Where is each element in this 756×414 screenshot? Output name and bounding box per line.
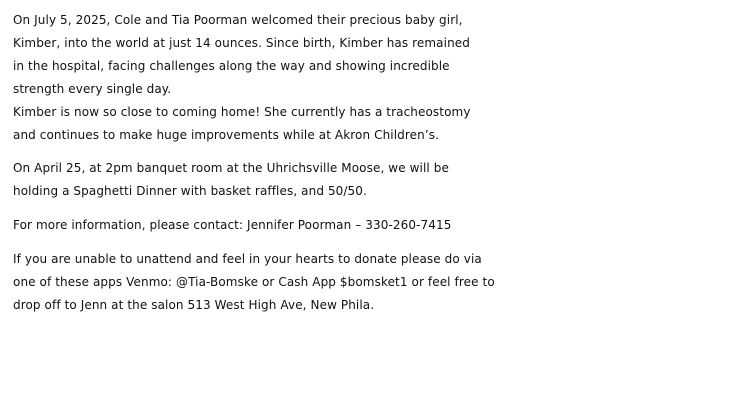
text-line: one of these apps Venmo: @Tia-Bomske or Cash App $bomsket1 or feel free to <box>13 275 495 289</box>
paragraph-announcement <box>13 9 753 101</box>
paragraph-event <box>13 157 753 203</box>
text-line: Kimber, into the world at just 14 ounces. Since birth, Kimber has remained <box>13 36 470 50</box>
text-line: drop off to Jenn at the salon 513 West High Ave, New Phila. <box>13 298 375 312</box>
text-line: in the hospital, facing challenges along the way and showing incredible <box>13 59 450 73</box>
text-line: holding a Spaghetti Dinner with basket raffles, and 50/50. <box>13 184 367 198</box>
document-body <box>13 0 753 317</box>
text-line: and continues to make huge improvements while at Akron Children’s. <box>13 128 440 142</box>
text-line: If you are unable to unattend and feel in your hearts to donate please do via <box>13 252 482 266</box>
text-line: On July 5, 2025, Cole and Tia Poorman welcomed their precious baby girl, <box>13 13 463 27</box>
paragraph-contact <box>13 214 753 237</box>
paragraph-update <box>13 101 753 147</box>
text-line: On April 25, at 2pm banquet room at the Uhrichsville Moose, we will be <box>13 161 449 175</box>
text-line: strength every single day. <box>13 82 172 96</box>
text-line: For more information, please contact: Jennifer Poorman – 330-260-7415 <box>13 218 452 232</box>
paragraph-donate <box>13 248 753 317</box>
text-line: Kimber is now so close to coming home! She currently has a tracheostomy <box>13 105 471 119</box>
